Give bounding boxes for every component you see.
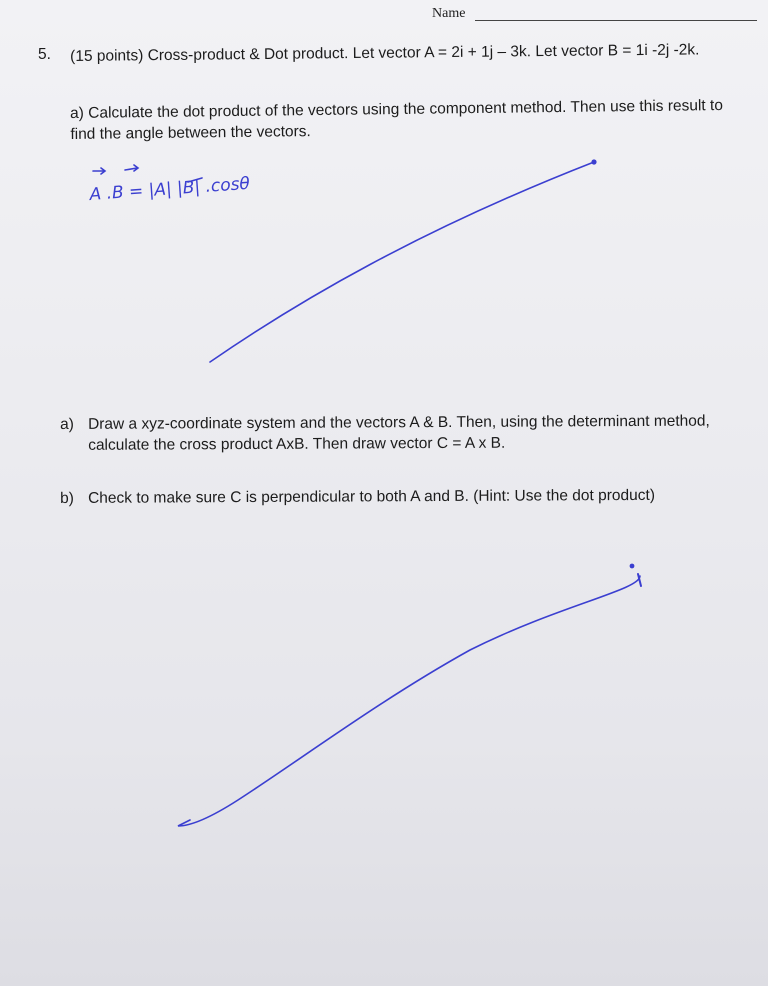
part-a2-text: Draw a xyz-coordinate system and the vectors A & B. Then, using the determinant method, calculate the cross product AxB. Then draw vector C = A x B.	[88, 412, 710, 454]
part-b-perpendicular	[60, 484, 760, 509]
part-a-cross-product	[60, 410, 760, 456]
question-text: (15 points) Cross-product & Dot product. Let vector A = 2i + 1j – 3k. Let vector B = 1i -2j -2k.	[70, 41, 700, 65]
part-a-text: Calculate the dot product of the vectors using the component method. Then use this result to find the angle between the vectors.	[70, 97, 724, 143]
slash-line-2	[178, 576, 640, 826]
slash-dot-1	[591, 159, 596, 164]
part-a-label: a)	[70, 104, 85, 122]
question-number: 5.	[38, 46, 51, 63]
name-label: Name	[432, 6, 466, 21]
part-a2-label: a)	[60, 415, 74, 433]
vector-arrow-marks	[93, 165, 202, 182]
arrow-over-b	[125, 165, 138, 171]
slash-tick-2	[638, 574, 641, 586]
slash-dot-2	[630, 564, 635, 569]
part-b-label: b)	[60, 489, 74, 507]
arrow-over-a	[93, 168, 105, 174]
arrow-over-abs-a	[188, 178, 202, 182]
part-b-text: Check to make sure C is perpendicular to both A and B. (Hint: Use the dot product)	[88, 486, 656, 507]
slash-line-1	[210, 162, 594, 362]
part-a-dot-product	[70, 95, 750, 145]
dot-formula-handwritten: A .B = |A| |B| .cosθ	[88, 173, 251, 205]
name-line	[475, 20, 757, 21]
